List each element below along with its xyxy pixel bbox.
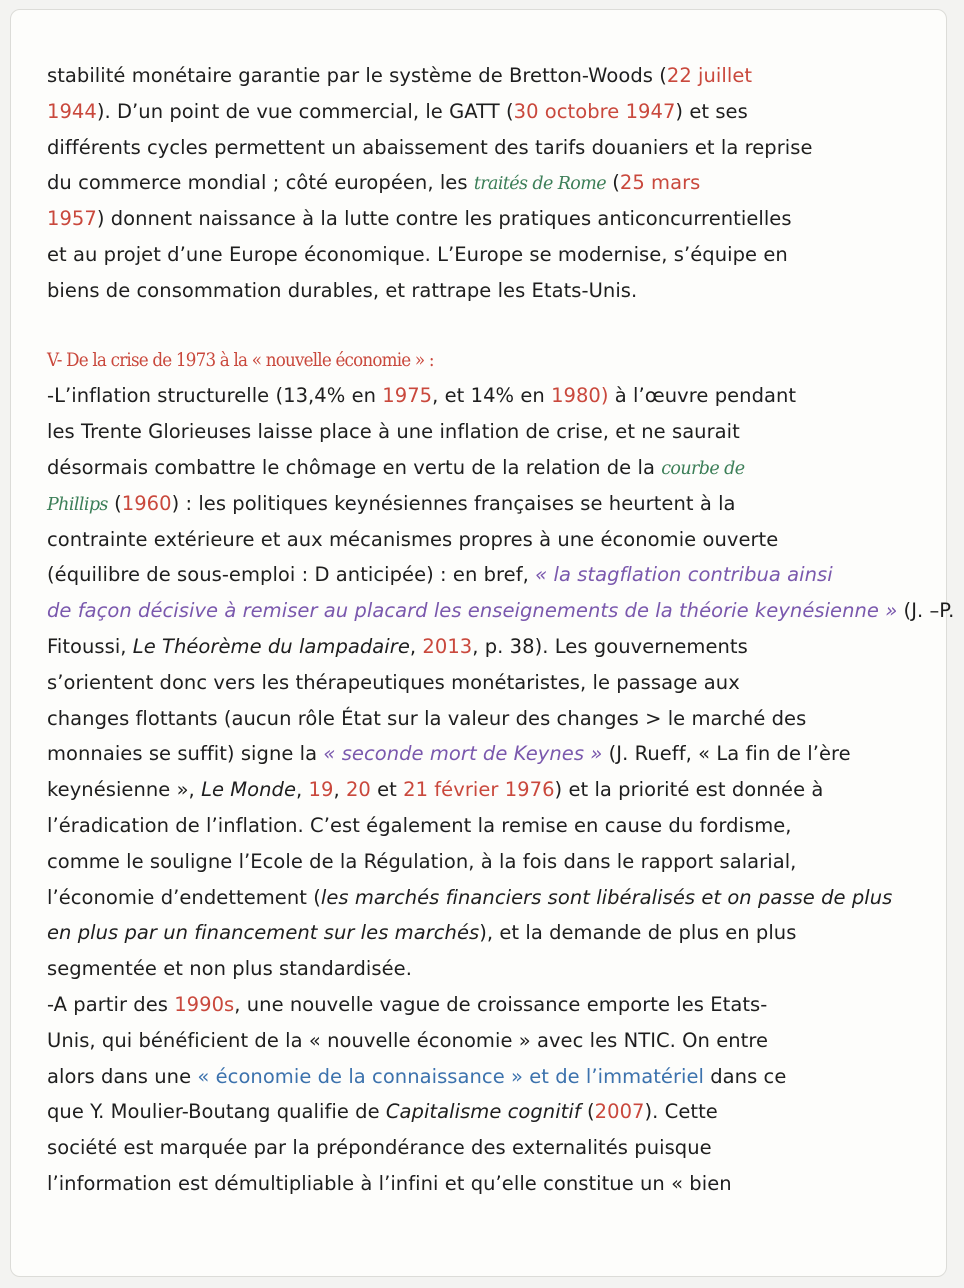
italic-title: Capitalisme cognitif bbox=[385, 1100, 581, 1124]
text-line bbox=[47, 880, 927, 916]
text-segment: (J. Rueff, « La fin de l’ère bbox=[602, 742, 851, 766]
key-concept: « économie de la connaissance » et de l’immatériel bbox=[197, 1064, 704, 1088]
date-highlight: 1980) bbox=[551, 384, 609, 408]
text-segment: Unis, qui bénéficient de la « nouvelle économie » avec les NTIC. On entre bbox=[47, 1028, 769, 1052]
text-line bbox=[47, 414, 927, 450]
text-segment: et au projet d’une Europe économique. L’Europe se modernise, s’équipe en bbox=[47, 242, 788, 266]
text-segment: biens de consommation durables, et rattrape les Etats-Unis. bbox=[47, 278, 638, 302]
text-line bbox=[47, 201, 927, 237]
italic-title: Le Théorème du lampadaire bbox=[132, 634, 410, 658]
text-segment: segmentée et non plus standardisée. bbox=[47, 957, 412, 981]
text-segment: ) donnent naissance à la lutte contre les pratiques anticoncurrentielles bbox=[96, 207, 792, 231]
text-line bbox=[47, 808, 927, 844]
text-line bbox=[47, 1130, 927, 1166]
italic-title: en plus par un financement sur les marchés bbox=[47, 921, 480, 945]
text-segment: à l’œuvre pendant bbox=[608, 384, 797, 408]
text-line bbox=[47, 1166, 927, 1202]
date-highlight: 2013 bbox=[422, 634, 473, 658]
text-segment: s’orientent donc vers les thérapeutiques monétaristes, le passage aux bbox=[47, 670, 740, 694]
section-heading bbox=[47, 343, 821, 379]
text-segment: que Y. Moulier-Boutang qualifie de bbox=[47, 1100, 386, 1124]
document-card bbox=[10, 9, 955, 1277]
text-segment: ) : les politiques keynésiennes françaises se heurtent à la bbox=[171, 491, 736, 515]
text-segment: dans ce bbox=[704, 1064, 787, 1088]
text-line bbox=[47, 237, 927, 273]
text-segment: les Trente Glorieuses laisse place à une inflation de crise, et ne saurait bbox=[47, 420, 740, 444]
text-segment: ), et la demande de plus en plus bbox=[479, 921, 797, 945]
text-line bbox=[47, 1023, 927, 1059]
text-line bbox=[47, 772, 927, 808]
date-highlight: 1960 bbox=[121, 491, 172, 515]
text-segment: ( bbox=[605, 171, 620, 195]
text-segment: Fitoussi, bbox=[47, 634, 133, 658]
document-body bbox=[47, 58, 955, 1202]
text-segment: ( bbox=[580, 1100, 595, 1124]
text-line bbox=[47, 665, 927, 701]
text-segment: V- De la crise de 1973 à la « nouvelle économie » : bbox=[47, 348, 434, 371]
concept-term: traités de Rome bbox=[473, 174, 606, 195]
text-segment: ) et la priorité est donnée à bbox=[554, 778, 824, 802]
text-segment: ). Cette bbox=[644, 1100, 718, 1124]
date-highlight: 1990s bbox=[174, 992, 235, 1016]
date-highlight: 1957 bbox=[47, 207, 97, 231]
text-line bbox=[47, 557, 927, 593]
text-segment: différents cycles permettent un abaissement des tarifs douaniers et la reprise bbox=[47, 135, 813, 159]
text-line bbox=[47, 951, 927, 987]
text-line bbox=[47, 378, 927, 414]
italic-title: les marchés financiers sont libéralisés et on passe de plus bbox=[320, 885, 893, 909]
text-line bbox=[47, 94, 927, 130]
quote: « seconde mort de Keynes » bbox=[323, 742, 603, 766]
text-segment: alors dans une bbox=[47, 1064, 198, 1088]
text-line bbox=[47, 130, 927, 166]
paragraph-gap bbox=[47, 309, 927, 343]
text-line bbox=[47, 736, 927, 772]
date-highlight: 22 juillet bbox=[666, 64, 753, 87]
text-line bbox=[47, 701, 927, 737]
text-segment: désormais combattre le chômage en vertu de la relation de la bbox=[47, 455, 662, 479]
date-highlight: 25 mars bbox=[619, 171, 701, 195]
quote: de façon décisive à remiser au placard les enseignements de la théorie keynésienne » bbox=[47, 599, 898, 623]
text-line bbox=[47, 593, 955, 629]
text-line bbox=[47, 844, 927, 880]
text-segment: , bbox=[296, 778, 309, 802]
italic-title: Le Monde bbox=[201, 778, 297, 802]
text-segment: société est marquée par la prépondérance des externalités puisque bbox=[47, 1136, 712, 1160]
text-segment: et bbox=[370, 778, 404, 802]
text-segment: changes flottants (aucun rôle État sur la valeur des changes > le marché des bbox=[47, 706, 807, 730]
text-segment: ). D’un point de vue commercial, le GATT ( bbox=[96, 99, 514, 123]
text-line bbox=[47, 522, 927, 558]
text-segment: , bbox=[409, 634, 423, 658]
concept-term: Phillips bbox=[47, 494, 108, 515]
text-segment: monnaies se suffit) signe la bbox=[47, 742, 324, 766]
text-segment: l’économie d’endettement ( bbox=[47, 885, 321, 909]
text-segment: , et 14% en bbox=[432, 384, 552, 408]
text-line bbox=[47, 58, 927, 94]
text-line bbox=[47, 1059, 927, 1095]
text-segment: keynésienne », bbox=[47, 778, 202, 802]
text-line bbox=[47, 450, 927, 486]
text-line bbox=[47, 1094, 927, 1130]
text-line bbox=[47, 915, 927, 951]
text-segment: ) et ses bbox=[675, 99, 748, 123]
text-segment: stabilité monétaire garantie par le système de Bretton-Woods ( bbox=[47, 64, 667, 87]
text-segment: , une nouvelle vague de croissance emporte les Etats- bbox=[234, 992, 768, 1016]
text-segment: -A partir des bbox=[47, 992, 175, 1016]
text-segment: (J. –P. bbox=[897, 599, 955, 623]
concept-term: courbe de bbox=[661, 458, 745, 479]
date-highlight: 1975 bbox=[382, 384, 433, 408]
date-highlight: 2007 bbox=[594, 1100, 645, 1124]
quote: « la stagflation contribua ainsi bbox=[535, 563, 833, 587]
text-line bbox=[47, 486, 927, 522]
date-highlight: 1944 bbox=[47, 99, 97, 123]
text-segment: (équilibre de sous-emploi : D anticipée) : en bref, bbox=[47, 563, 536, 587]
date-highlight: 20 bbox=[345, 778, 371, 802]
text-segment: l’éradication de l’inflation. C’est également la remise en cause du fordisme, bbox=[47, 813, 792, 837]
text-segment: ( bbox=[107, 491, 122, 515]
text-line bbox=[47, 273, 927, 309]
text-segment: du commerce mondial ; côté européen, les bbox=[47, 171, 474, 195]
text-segment: l’information est démultipliable à l’infini et qu’elle constitue un « bien bbox=[47, 1171, 732, 1195]
text-line bbox=[47, 165, 927, 201]
date-highlight: 30 octobre 1947 bbox=[513, 99, 676, 123]
text-segment: , bbox=[333, 778, 346, 802]
text-segment: contrainte extérieure et aux mécanismes propres à une économie ouverte bbox=[47, 527, 779, 551]
text-segment: , p. 38). Les gouvernements bbox=[472, 634, 748, 658]
text-segment: -L’inflation structurelle (13,4% en bbox=[47, 384, 383, 408]
text-segment: comme le souligne l’Ecole de la Régulation, à la fois dans le rapport salarial, bbox=[47, 849, 797, 873]
date-highlight: 19 bbox=[308, 778, 334, 802]
date-highlight: 21 février 1976 bbox=[403, 778, 555, 802]
text-line bbox=[47, 987, 927, 1023]
text-line bbox=[47, 629, 927, 665]
